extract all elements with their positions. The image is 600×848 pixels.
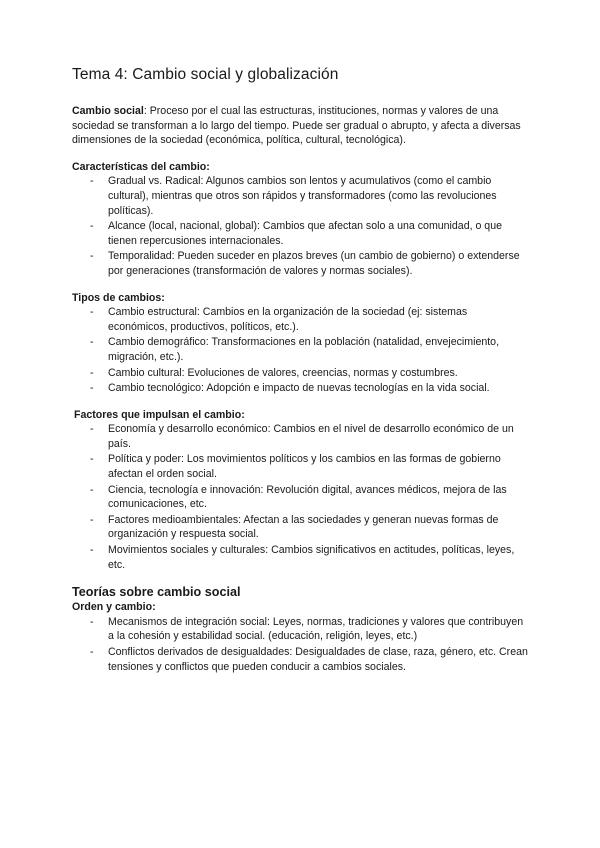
list-item: [72, 452, 528, 481]
document-content: [72, 66, 528, 686]
list-item-text: Política y poder: Los movimientos políticos y los cambios en las formas de gobierno afectan el orden social.: [108, 453, 501, 481]
caracteristicas-list: [72, 174, 528, 278]
list-item-text: Economía y desarrollo económico: Cambios en el nivel de desarrollo económico de un país.: [108, 423, 514, 450]
bullet-dash: -: [90, 336, 94, 349]
caracteristicas-heading: Características del cambio:: [72, 160, 210, 173]
bullet-dash: -: [90, 483, 94, 496]
list-item-text: Conflictos derivados de desigualdades: Desigualdades de clase, raza, género, etc. Crean tensiones y conflictos que pueden conducir a cambios sociales.: [108, 646, 528, 673]
list-item-text: Cambio estructural: Cambios en la organización de la sociedad (ej: sistemas económicos, productivos, políticos, etc.).: [108, 306, 468, 333]
bullet-dash: -: [90, 220, 94, 233]
bullet-dash: -: [90, 423, 94, 436]
list-item: [72, 305, 528, 334]
list-item-text: Movimientos sociales y culturales: Cambios significativos en actitudes, políticas, leyes, etc.: [108, 544, 515, 571]
list-item: [72, 615, 528, 644]
bullet-dash: -: [90, 615, 94, 628]
bullet-dash: -: [90, 646, 94, 658]
bullet-dash: -: [90, 382, 94, 395]
list-item: [72, 249, 528, 278]
intro-paragraph: [72, 104, 528, 148]
list-item: [72, 366, 528, 381]
intro-text: : Proceso por el cual las estructuras, instituciones, normas y valores de una sociedad se transforman a lo largo del tiempo. Puede ser gradual o abrupto, y afecta a diversas dimensiones de la sociedad (económica, política, cultural, tecnológica).: [72, 105, 521, 147]
bullet-dash: -: [90, 250, 94, 263]
list-item: [72, 645, 528, 674]
bullet-dash: -: [90, 366, 94, 379]
list-item-text: Mecanismos de integración social: Leyes, normas, tradiciones y valores que contribuyen a la cohesión y estabilidad social. (educación, religión, leyes, etc.): [108, 615, 524, 643]
bullet-dash: -: [90, 513, 94, 526]
bullet-dash: -: [90, 306, 94, 319]
list-item: [72, 543, 528, 572]
list-item: [72, 513, 528, 542]
list-item: [72, 381, 528, 396]
list-item-text: Ciencia, tecnología e innovación: Revolución digital, avances médicos, mejora de las comunicaciones, etc.: [108, 483, 507, 511]
list-item-text: Temporalidad: Pueden suceder en plazos breves (un cambio de gobierno) o extenderse por generaciones (transformación de valores y normas sociales).: [108, 250, 520, 277]
intro-term: Cambio social: [72, 105, 144, 117]
list-item: [72, 483, 528, 512]
list-item-text: Cambio tecnológico: Adopción e impacto de nuevas tecnologías en la vida social.: [108, 382, 490, 395]
list-item-text: Gradual vs. Radical: Algunos cambios son lentos y acumulativos (como el cambio cultural), mientras que otros son rápidos y transformadores (como las revoluciones políticas).: [108, 175, 497, 217]
list-item: [72, 219, 528, 248]
factores-heading: Factores que impulsan el cambio:: [74, 408, 245, 421]
list-item-text: Factores medioambientales: Afectan a las sociedades y generan nuevas formas de organización y respuesta social.: [108, 513, 499, 541]
list-item: [72, 422, 528, 451]
list-item-text: Cambio cultural: Evoluciones de valores, creencias, normas y costumbres.: [108, 366, 458, 379]
bullet-dash: -: [90, 175, 94, 188]
bullet-dash: -: [90, 544, 94, 557]
list-item-text: Cambio demográfico: Transformaciones en la población (natalidad, envejecimiento, migración, etc.).: [108, 336, 500, 363]
list-item-text: Alcance (local, nacional, global): Cambios que afectan solo a una comunidad, o que tienen repercusiones internacionales.: [108, 220, 502, 247]
factores-list: [72, 422, 528, 572]
list-item: [72, 174, 528, 218]
teorias-heading: Teorías sobre cambio social: [72, 585, 241, 600]
teorias-subheading: Orden y cambio:: [72, 601, 156, 614]
page-title: Tema 4: Cambio social y globalización: [72, 66, 339, 83]
tipos-heading: Tipos de cambios:: [72, 291, 165, 304]
tipos-list: [72, 305, 528, 396]
bullet-dash: -: [90, 453, 94, 466]
list-item: [72, 335, 528, 364]
teorias-list: [72, 615, 528, 674]
